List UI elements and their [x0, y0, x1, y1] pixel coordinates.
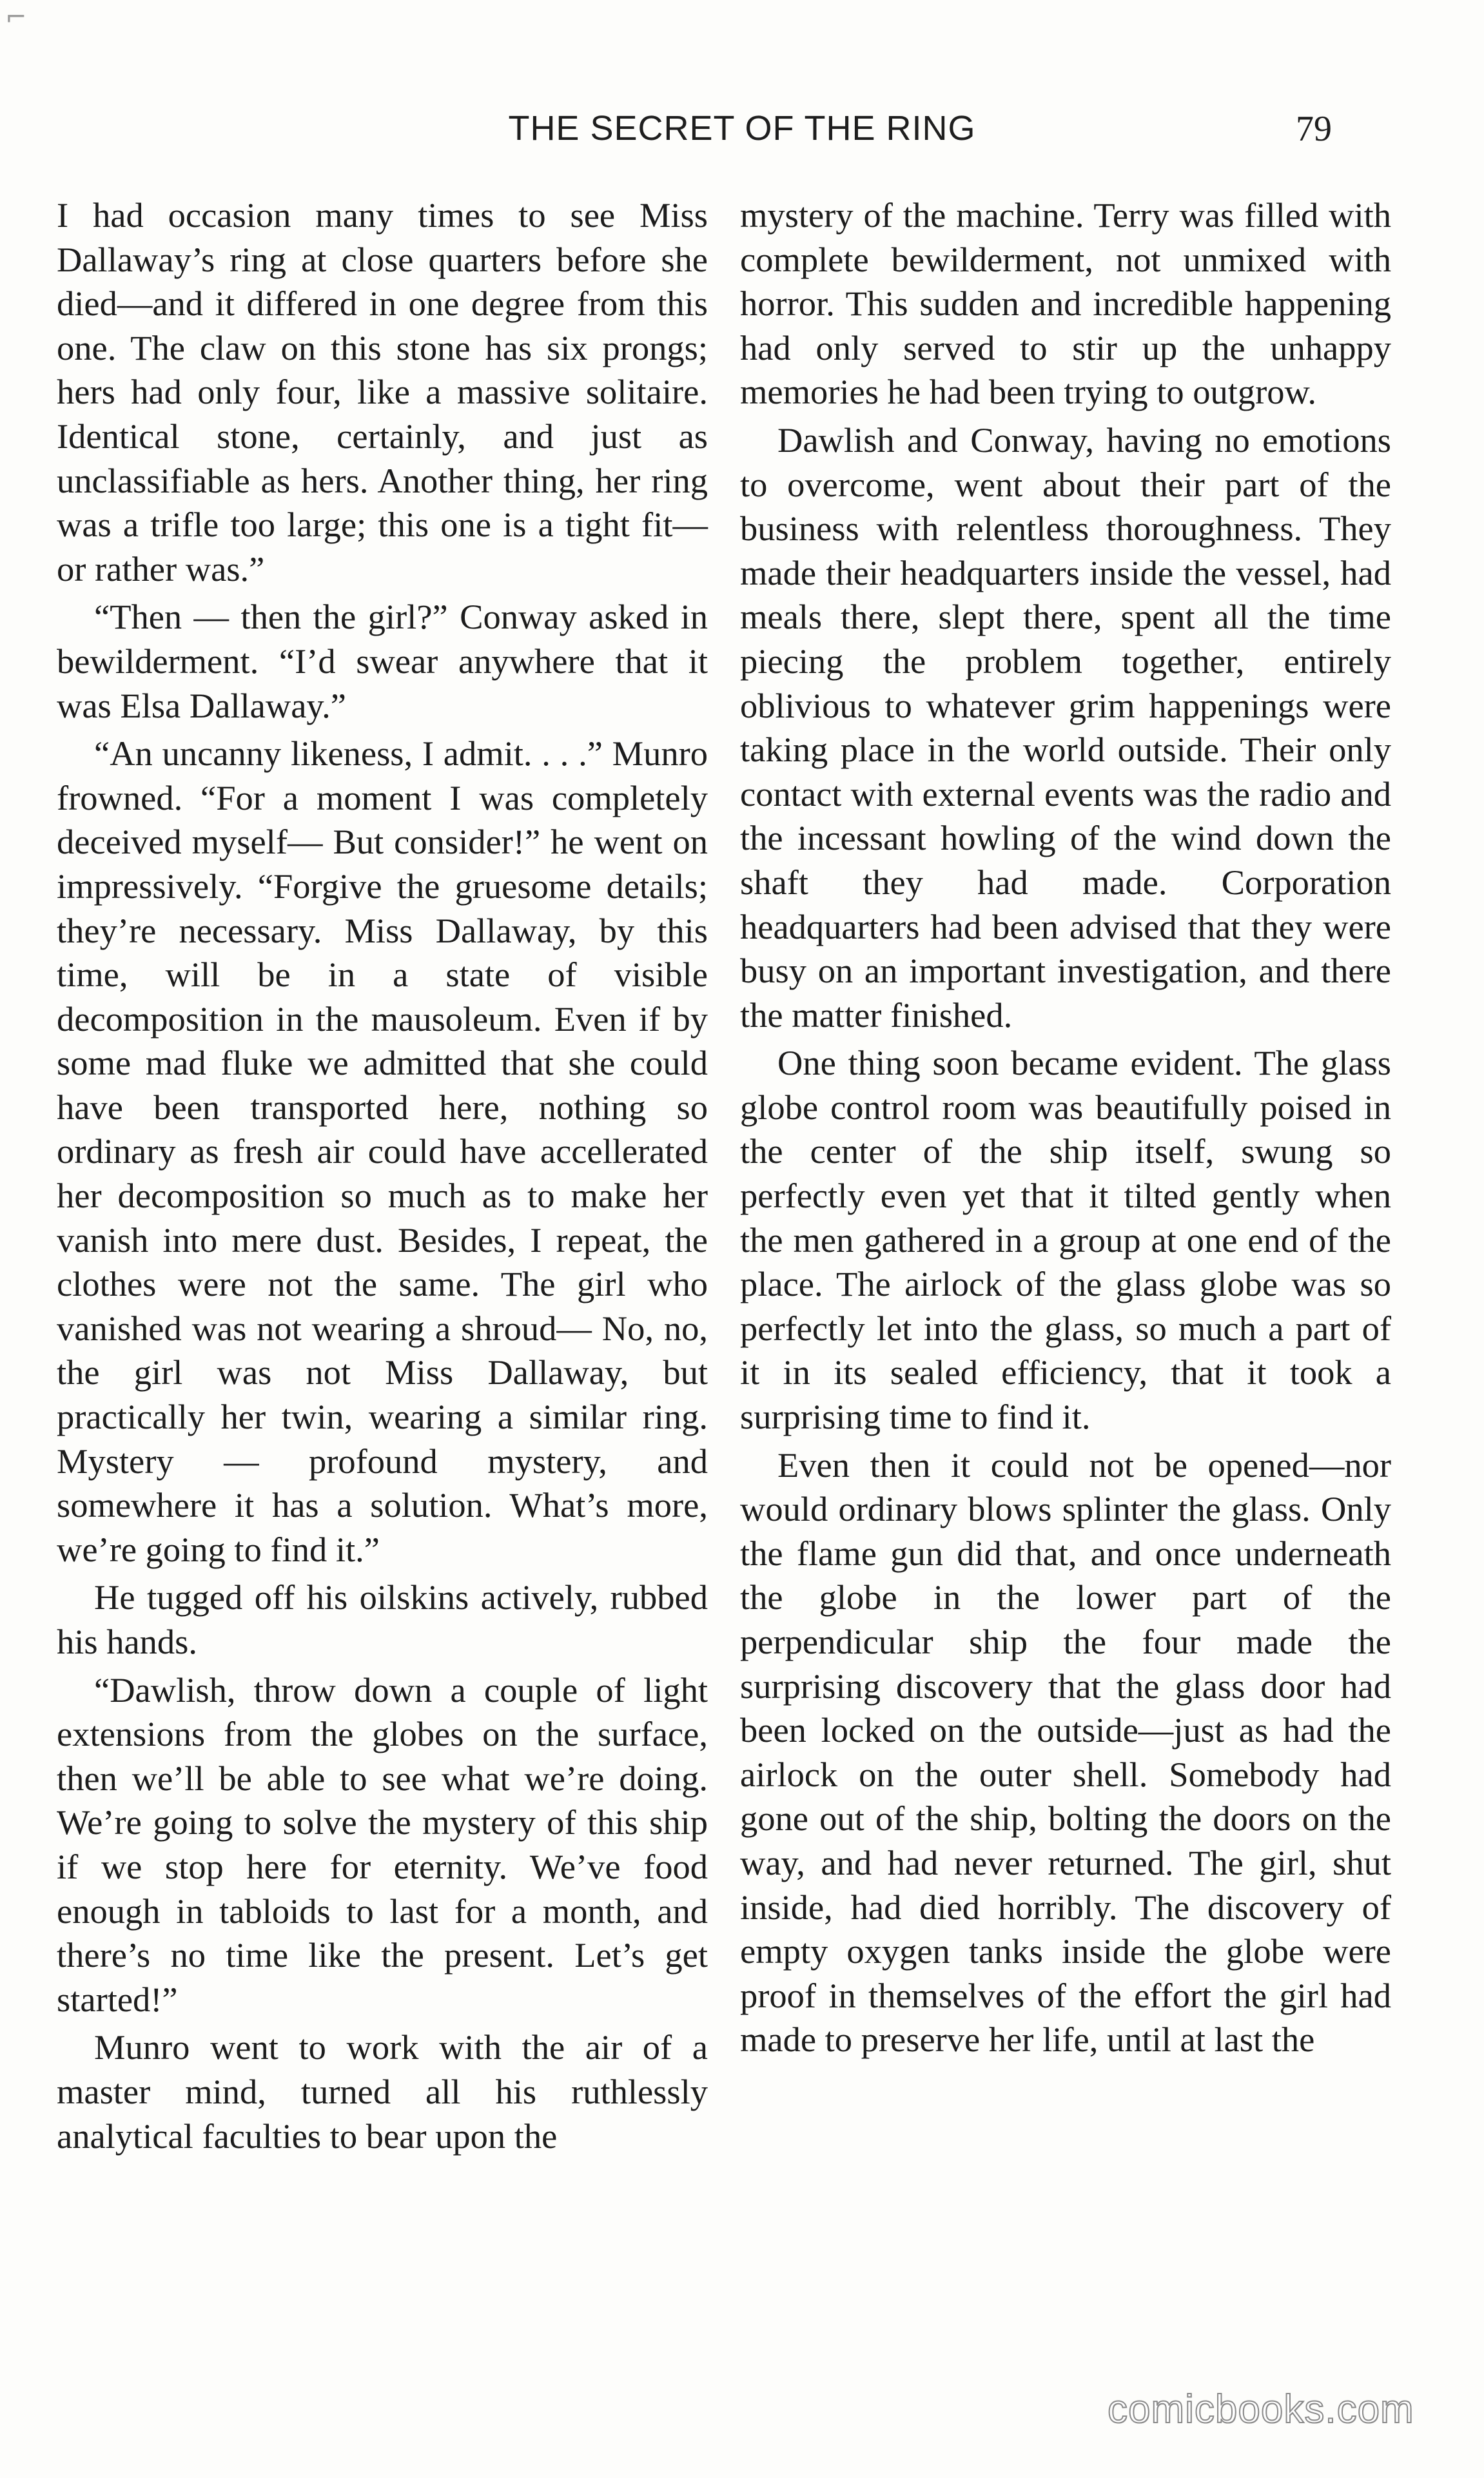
- paragraph: He tugged off his oilskins actively, rubbed his hands.: [57, 1577, 708, 1661]
- paragraph: “Dawlish, throw down a couple of light extensions from the globes on the surface, then we’ll be able to see what we’re doing. We’re going to solve the mystery of this ship if we stop here for eternity. We’ve food enough in tabloids to last for a month, and there’s no time like the present. Let’s get started!”: [57, 1670, 708, 2019]
- right-column: [740, 193, 1391, 2062]
- paragraph: Even then it could not be opened—nor would ordinary blows splinter the glass. Only the flame gun did that, and once underneath the globe in the lower part of the perpendicular ship the four made the surprising discovery that the glass door had been locked on the outside—just as had the airlock on the outer shell. Somebody had gone out of the ship, bolting the doors on the way, and had never returned. The girl, shut inside, had died horribly. The discovery of empty oxygen tanks inside the globe were proof in themselves of the effort the girl had made to preserve her life, until at last the: [740, 1445, 1391, 2060]
- paragraph: “Then — then the girl?” Conway asked in bewilderment. “I’d swear anywhere that it was Elsa Dallaway.”: [57, 597, 708, 725]
- paragraph: One thing soon became evident. The glass globe control room was beautifully poised in the center of the ship itself, swung so perfectly even yet that it tilted gently when the men gathered in a group at one end of the place. The airlock of the glass globe was so perfectly let into the glass, so much a part of it in its sealed efficiency, that it took a surprising time to find it.: [740, 1043, 1391, 1437]
- paragraph: I had occasion many times to see Miss Dallaway’s ring at close quarters before she died—and it differed in one degree from this one. The claw on this stone has six prongs; hers had only four, like a massive solitaire. Identical stone, certainly, and just as unclassifiable as hers. Another thing, her ring was a trifle too large; this one is a tight fit—or rather was.”: [57, 195, 708, 589]
- left-column: [57, 193, 708, 2158]
- paragraph: Munro went to work with the air of a master mind, turned all his ruthlessly analytical faculties to bear upon the: [57, 2027, 708, 2156]
- margin-fold-mark: ⌐: [5, 3, 27, 32]
- running-title: THE SECRET OF THE RING: [508, 109, 976, 148]
- paragraph: Dawlish and Conway, having no emotions to overcome, went about their part of the business with relentless thoroughness. They made their headquarters inside the vessel, had meals there, slept there, spent all the time piecing the problem together, entirely oblivious to whatever grim happenings were taking place in the world outside. Their only contact with external events was the radio and the incessant howling of the wind down the shaft they had made. Corporation headquarters had been advised that they were busy on an important investigation, and there the matter finished.: [740, 420, 1391, 1035]
- paragraph: mystery of the machine. Terry was filled with complete bewilderment, not unmixed with horror. This sudden and incredible happening had only served to stir up the unhappy memories he had been trying to outgrow.: [740, 195, 1391, 412]
- page-number: 79: [1296, 109, 1332, 149]
- paragraph: “An uncanny likeness, I admit. . . .” Munro frowned. “For a moment I was completely deceived myself— But consider!” he went on impressively. “Forgive the gruesome details; they’re necessary. Miss Dallaway, by this time, will be in a state of visible decomposition in the mausoleum. Even if by some mad fluke we admitted that she could have been transported here, nothing so ordinary as fresh air could have accellerated her decomposition so much as to make her vanish into mere dust. Besides, I repeat, the clothes were not the same. The girl who vanished was not wearing a shroud— No, no, the girl was not Miss Dallaway, but practically her twin, wearing a similar ring. Mystery — profound mystery, and somewhere it has a solution. What’s more, we’re going to find it.”: [57, 734, 708, 1569]
- watermark: comicbooks.com: [1108, 2387, 1414, 2432]
